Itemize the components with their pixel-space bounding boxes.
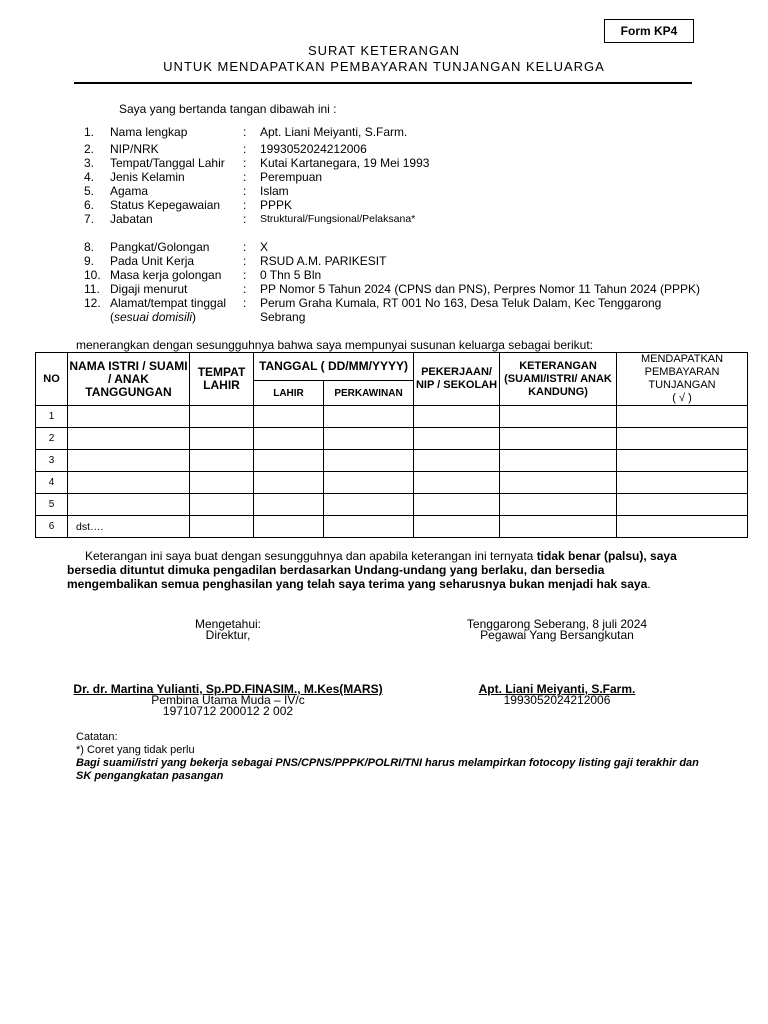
document-subtitle: UNTUK MENDAPATKAN PEMBAYARAN TUNJANGAN KELUARGA	[163, 59, 605, 74]
field-number: 7.	[84, 212, 95, 226]
header-tempat-lahir: TEMPAT LAHIR	[190, 353, 254, 406]
left-sign-header	[148, 619, 308, 641]
cell	[190, 516, 254, 538]
cell-nama	[68, 450, 190, 472]
cell	[414, 428, 500, 450]
cell	[190, 494, 254, 516]
field-number: 2.	[84, 142, 95, 156]
right-sign-block	[437, 684, 677, 706]
cell	[190, 472, 254, 494]
field-colon: :	[243, 142, 247, 156]
field-number: 1.	[84, 125, 95, 139]
statement-part3: , saya bersedia dituntut dimuka pengadilan berdasarkan Undang-undang yang berlaku, dan bersedia mengembalikan semua penghasilan yang telah saya terima yang seharusnya bukan menjadi hak saya	[67, 549, 677, 591]
field-colon: :	[243, 184, 247, 198]
field-label: Masa kerja golongan	[110, 268, 222, 282]
field-number: 8.	[84, 240, 95, 254]
row-number: 3	[36, 450, 68, 472]
field-value: 1993052024212006	[260, 142, 367, 156]
field-value: Perum Graha Kumala, RT 001 No 163, Desa Teluk Dalam, Kec Tenggarong	[260, 296, 662, 310]
director-nip: 19710712 200012 2 002	[162, 704, 294, 718]
field-number: 5.	[84, 184, 95, 198]
left-sign-block	[50, 684, 406, 717]
cell	[617, 406, 748, 428]
cell	[617, 450, 748, 472]
header-tanggal: TANGGAL ( DD/MM/YYYY)	[254, 353, 414, 381]
cell	[617, 494, 748, 516]
cell	[414, 406, 500, 428]
field-label: Agama	[110, 184, 149, 198]
employee-name: Apt. Liani Meiyanti, S.Farm.	[478, 682, 636, 696]
field-number: 4.	[84, 170, 95, 184]
field-value: X	[260, 240, 269, 254]
cell-nama: dst….	[68, 516, 190, 538]
field-value: PPPK	[260, 198, 293, 212]
header-keterangan: KETERANGAN (SUAMI/ISTRI/ ANAK KANDUNG)	[500, 353, 617, 406]
cell	[324, 428, 414, 450]
cell	[500, 406, 617, 428]
field-label: Tempat/Tanggal Lahir	[110, 156, 225, 170]
cell-nama	[68, 406, 190, 428]
field-label: Nama lengkap	[110, 125, 188, 139]
field-value: Struktural/Fungsional/Pelaksana*	[260, 213, 416, 225]
notes-line1: *) Coret yang tidak perlu	[76, 744, 195, 756]
cell-nama	[68, 428, 190, 450]
employee-nip: 1993052024212006	[503, 693, 611, 707]
field-value: Islam	[260, 184, 289, 198]
cell	[414, 472, 500, 494]
field-number: 11.	[84, 282, 100, 296]
cell	[500, 450, 617, 472]
cell	[414, 516, 500, 538]
statement-paragraph	[67, 549, 697, 591]
field-value: 0 Thn 5 Bln	[260, 268, 322, 282]
table-row	[36, 450, 748, 472]
cell	[324, 472, 414, 494]
field-value-line2: Sebrang	[260, 310, 306, 324]
field-colon: :	[243, 296, 247, 310]
notes-title: Catatan:	[76, 731, 118, 743]
table-row	[36, 516, 748, 538]
field-colon: :	[243, 268, 247, 282]
field-label-sub: (sesuai domisili)	[110, 310, 197, 324]
cell-nama	[68, 472, 190, 494]
family-lead-text: menerangkan dengan sesungguhnya bahwa saya mempunyai susunan keluarga sebagai berikut:	[76, 338, 594, 352]
field-label: Pada Unit Kerja	[110, 254, 195, 268]
table-row	[36, 428, 748, 450]
row-number: 2	[36, 428, 68, 450]
header-perkawinan: PERKAWINAN	[324, 381, 414, 406]
intro-text: Saya yang bertanda tangan dibawah ini :	[119, 102, 337, 116]
cell	[254, 450, 324, 472]
document-title: SURAT KETERANGAN	[307, 43, 461, 58]
form-code-box: Form KP4	[604, 19, 694, 43]
check-mark-label: ( √ )	[672, 392, 692, 404]
cell	[617, 516, 748, 538]
header-mendapatkan-label: MENDAPATKAN PEMBAYARAN TUNJANGAN	[640, 353, 724, 391]
row-number: 4	[36, 472, 68, 494]
field-value: PP Nomor 5 Tahun 2024 (CPNS dan PNS), Perpres Nomor 11 Tahun 2024 (PPPK)	[260, 282, 701, 296]
field-label: Digaji menurut	[110, 282, 188, 296]
right-sign-header	[437, 619, 677, 641]
field-label: Status Kepegawaian	[110, 198, 221, 212]
field-colon: :	[243, 212, 247, 226]
field-number: 12.	[84, 296, 101, 310]
notes-line2: Bagi suami/istri yang bekerja sebagai PNS/CPNS/PPPK/POLRI/TNI harus melampirkan fotocopy listing gaji terakhir dan SK pengangkatan pasangan	[76, 757, 699, 782]
cell	[500, 516, 617, 538]
field-label: NIP/NRK	[110, 142, 159, 156]
mengetahui-label: Mengetahui:	[194, 617, 262, 631]
field-label: Jenis Kelamin	[110, 170, 185, 184]
field-number: 3.	[84, 156, 95, 170]
field-number: 6.	[84, 198, 95, 212]
cell	[414, 450, 500, 472]
cell	[190, 428, 254, 450]
row-number: 5	[36, 494, 68, 516]
pegawai-label: Pegawai Yang Bersangkutan	[480, 628, 634, 642]
cell	[190, 406, 254, 428]
title-divider	[74, 82, 692, 84]
cell	[254, 406, 324, 428]
field-colon: :	[243, 170, 247, 184]
cell	[324, 450, 414, 472]
director-name: Dr. dr. Martina Yulianti, Sp.PD.FINASIM., M.Kes(MARS)	[73, 682, 383, 696]
statement-emphasis: tidak benar (palsu)	[536, 549, 644, 563]
field-value: RSUD A.M. PARIKESIT	[260, 254, 387, 268]
field-colon: :	[243, 198, 247, 212]
cell	[500, 428, 617, 450]
cell	[617, 428, 748, 450]
field-colon: :	[243, 254, 247, 268]
field-label: Jabatan	[110, 212, 153, 226]
cell	[190, 450, 254, 472]
director-rank: Pembina Utama Muda – IV/c	[151, 693, 305, 707]
field-colon: :	[243, 240, 247, 254]
header-nama: NAMA ISTRI / SUAMI / ANAK TANGGUNGAN	[68, 353, 190, 406]
field-label: Alamat/tempat tinggal	[110, 296, 227, 310]
field-colon: :	[243, 125, 247, 139]
cell	[254, 472, 324, 494]
cell	[254, 494, 324, 516]
row-number: 1	[36, 406, 68, 428]
table-row	[36, 494, 748, 516]
header-pekerjaan: PEKERJAAN/ NIP / SEKOLAH	[414, 353, 500, 406]
family-table	[35, 352, 748, 538]
field-value: Perempuan	[260, 170, 323, 184]
cell-nama	[68, 494, 190, 516]
cell	[617, 472, 748, 494]
field-label: Pangkat/Golongan	[110, 240, 210, 254]
table-row	[36, 406, 748, 428]
row-number: 6	[36, 516, 68, 538]
direktur-label: Direktur,	[205, 628, 251, 642]
field-value: Kutai Kartanegara, 19 Mei 1993	[260, 156, 430, 170]
cell	[324, 406, 414, 428]
cell	[324, 494, 414, 516]
field-number: 9.	[84, 254, 95, 268]
cell	[324, 516, 414, 538]
cell	[500, 472, 617, 494]
statement-part1: Keterangan ini saya buat dengan sesungguhnya dan apabila keterangan ini ternyata	[85, 549, 537, 563]
field-number: 10.	[84, 268, 101, 282]
field-colon: :	[243, 156, 247, 170]
field-colon: :	[243, 282, 247, 296]
header-lahir: LAHIR	[254, 381, 324, 406]
header-mendapatkan	[617, 353, 748, 406]
table-row	[36, 472, 748, 494]
field-value: Apt. Liani Meiyanti, S.Farm.	[260, 125, 408, 139]
cell	[500, 494, 617, 516]
cell	[254, 428, 324, 450]
place-date: Tenggarong Seberang, 8 juli 2024	[466, 617, 648, 631]
header-no: NO	[36, 353, 68, 406]
cell	[254, 516, 324, 538]
statement-end: .	[647, 577, 651, 591]
cell	[414, 494, 500, 516]
